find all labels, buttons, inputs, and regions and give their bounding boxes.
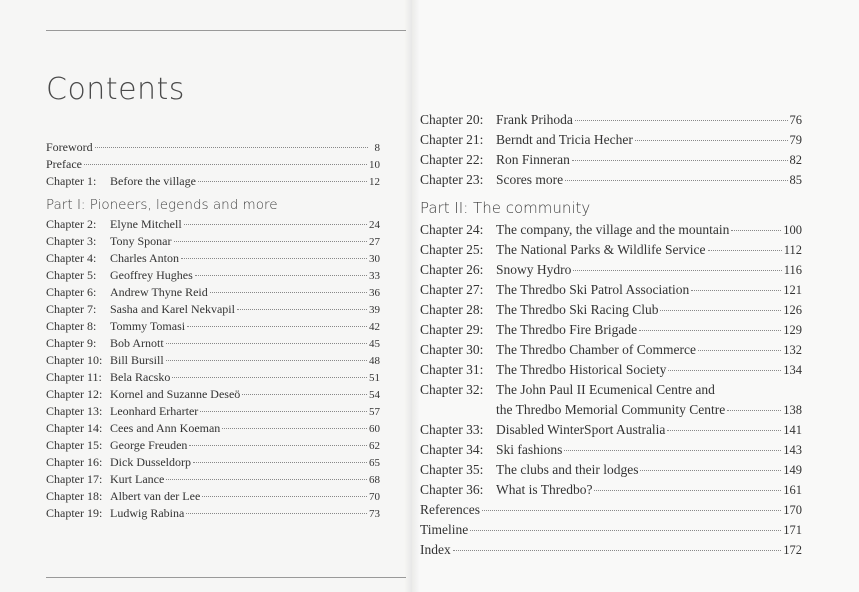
dot-leader: [187, 326, 367, 327]
dot-leader: [564, 450, 781, 451]
chapter-number: Chapter 12:: [46, 387, 103, 401]
chapter-number: Chapter 35:: [420, 462, 484, 477]
entry-page: 45: [369, 338, 380, 350]
dot-leader: [195, 275, 367, 276]
toc-entry: [46, 386, 380, 403]
chapter-number: Chapter 33:: [420, 422, 484, 437]
chapter-number: Chapter 7:: [46, 302, 97, 316]
chapter-number: Chapter 28:: [420, 302, 484, 317]
entry-page: 85: [789, 173, 802, 187]
toc-entry: [420, 320, 802, 340]
entry-page: 8: [374, 142, 380, 154]
entry-label: The Thredbo Chamber of Commerce: [496, 342, 696, 357]
entry-label: What is Thredbo?: [496, 482, 593, 497]
toc-entry: [46, 267, 380, 284]
toc-entry: [420, 260, 802, 280]
entry-page: 79: [789, 133, 802, 147]
chapter-number: Chapter 36:: [420, 482, 484, 497]
dot-leader: [181, 258, 367, 259]
entry-page: 132: [783, 343, 802, 357]
dot-leader: [565, 180, 787, 181]
entry-page: 60: [369, 423, 380, 435]
entry-page: 62: [369, 440, 380, 452]
toc-entry: [46, 505, 380, 522]
chapter-number: Chapter 16:: [46, 455, 103, 469]
chapter-number: Chapter 32:: [420, 382, 484, 397]
entry-label: Frank Prihoda: [496, 112, 573, 127]
toc-entry: [420, 360, 802, 380]
dot-leader: [172, 377, 367, 378]
entry-page: 27: [369, 236, 380, 248]
dot-leader: [184, 224, 367, 225]
toc-entry: [420, 170, 802, 190]
entry-page: 141: [783, 423, 802, 437]
toc-entry: [46, 488, 380, 505]
dot-leader: [166, 479, 367, 480]
entry-label: Ski fashions: [496, 442, 563, 457]
toc-entry: [420, 460, 802, 480]
entry-label: Elyne Mitchell: [110, 217, 182, 231]
dot-leader: [727, 410, 781, 411]
entry-label: Dick Dusseldorp: [110, 455, 191, 469]
dot-leader: [202, 496, 367, 497]
dot-leader: [222, 428, 367, 429]
entry-label: George Freuden: [110, 438, 188, 452]
toc-entry: [46, 420, 380, 437]
entry-label: Kornel and Suzanne Deseö: [110, 387, 241, 401]
dot-leader: [84, 164, 367, 165]
entry-label: Bill Bursill: [110, 353, 164, 367]
dot-leader: [166, 343, 367, 344]
dot-leader: [639, 330, 781, 331]
toc-entry-chapter-32: [420, 380, 802, 420]
chapter-number: Chapter 22:: [420, 152, 484, 167]
entry-label: Kurt Lance: [110, 472, 165, 486]
entry-label: Albert van der Lee: [110, 489, 201, 503]
entry-label: Andrew Thyne Reid: [110, 285, 208, 299]
bottom-rule: [46, 577, 406, 578]
chapter-number: Chapter 31:: [420, 362, 484, 377]
dot-leader: [210, 292, 367, 293]
toc-entry-timeline: [420, 520, 802, 540]
chapter-number: Chapter 5:: [46, 268, 97, 282]
chapter-number: Chapter 15:: [46, 438, 103, 452]
dot-leader: [193, 462, 367, 463]
entry-page: 48: [369, 355, 380, 367]
dot-leader: [200, 411, 367, 412]
chapter-number: Chapter 26:: [420, 262, 484, 277]
entry-page: 70: [369, 491, 380, 503]
dot-leader: [668, 370, 781, 371]
chapter-number: Chapter 6:: [46, 285, 97, 299]
entry-label: The National Parks & Wildlife Service: [496, 242, 706, 257]
toc-entry: [420, 340, 802, 360]
chapter-number: Chapter 20:: [420, 112, 484, 127]
entry-label: Ludwig Rabina: [110, 506, 185, 520]
toc-entry: [420, 240, 802, 260]
chapter-number: Chapter 14:: [46, 421, 103, 435]
chapter-number: Chapter 13:: [46, 404, 103, 418]
chapter-number: Chapter 24:: [420, 222, 484, 237]
entry-page: 116: [783, 263, 802, 277]
entry-page: 57: [369, 406, 380, 418]
entry-label: The clubs and their lodges: [496, 462, 639, 477]
dot-leader: [667, 430, 781, 431]
dot-leader: [698, 350, 781, 351]
dot-leader: [635, 140, 788, 141]
entry-page: 36: [369, 287, 380, 299]
entry-label: Bob Arnott: [110, 336, 164, 350]
chapter-number: Chapter 25:: [420, 242, 484, 257]
dot-leader: [242, 394, 367, 395]
dot-leader: [731, 230, 781, 231]
toc-entry-foreword: [46, 139, 380, 156]
chapter-number: Chapter 29:: [420, 322, 484, 337]
entry-label: Disabled WinterSport Australia: [496, 422, 666, 437]
dot-leader: [174, 241, 368, 242]
toc-entry: [420, 420, 802, 440]
dot-leader: [573, 270, 781, 271]
entry-label: Timeline: [420, 522, 469, 537]
dot-leader: [453, 550, 782, 551]
dot-leader: [708, 250, 782, 251]
entry-page: 24: [369, 219, 380, 231]
toc-entry: [46, 454, 380, 471]
entry-label: The John Paul II Ecumenical Centre and: [496, 382, 715, 397]
chapter-number: Chapter 21:: [420, 132, 484, 147]
toc-entry-chapter-1: [46, 173, 380, 190]
chapter-number: Chapter 2:: [46, 217, 97, 231]
entry-page: 129: [783, 323, 802, 337]
dot-leader: [575, 120, 788, 121]
chapter-number: Chapter 34:: [420, 442, 484, 457]
toc-entry: [46, 403, 380, 420]
toc-right-column: [420, 110, 802, 560]
entry-page: 171: [783, 523, 802, 537]
entry-page: 65: [369, 457, 380, 469]
toc-entry: [46, 437, 380, 454]
entry-label: Before the village: [110, 174, 196, 188]
entry-page: 172: [783, 543, 802, 557]
part-1-heading: Part I: Pioneers, legends and more: [46, 197, 278, 213]
dot-leader: [95, 147, 368, 148]
dot-leader: [572, 160, 788, 161]
entry-label: Ron Finneran: [496, 152, 570, 167]
entry-label: The Thredbo Historical Society: [496, 362, 667, 377]
dot-leader: [237, 309, 367, 310]
chapter-number: Chapter 3:: [46, 234, 97, 248]
toc-entry: [420, 300, 802, 320]
part-2-heading: Part II: The community: [420, 199, 591, 217]
chapter-number: Chapter 9:: [46, 336, 97, 350]
chapter-number: Chapter 1:: [46, 174, 97, 188]
toc-entry: [46, 301, 380, 318]
toc-entry-preface: [46, 156, 380, 173]
entry-page: 68: [369, 474, 380, 486]
entry-page: 121: [783, 283, 802, 297]
chapter-number: Chapter 4:: [46, 251, 97, 265]
entry-page: 149: [783, 463, 802, 477]
entry-page: 82: [789, 153, 802, 167]
top-rule: [46, 30, 406, 31]
toc-entry: [46, 471, 380, 488]
entry-label: Berndt and Tricia Hecher: [496, 132, 633, 147]
dot-leader: [594, 490, 781, 491]
entry-page: 30: [369, 253, 380, 265]
entry-label: Charles Anton: [110, 251, 179, 265]
entry-page: 12: [369, 176, 380, 188]
dot-leader: [640, 470, 781, 471]
entry-label: Tommy Tomasi: [110, 319, 186, 333]
entry-label: Index: [420, 542, 451, 557]
dot-leader: [166, 360, 367, 361]
toc-entry: [46, 369, 380, 386]
entry-label: Preface: [46, 157, 82, 171]
entry-label: Foreword: [46, 140, 93, 154]
entry-line-1: [420, 380, 802, 400]
dot-leader: [189, 445, 367, 446]
chapter-number: Chapter 17:: [46, 472, 103, 486]
entry-label: The Thredbo Ski Patrol Association: [496, 282, 690, 297]
toc-entry: [46, 284, 380, 301]
entry-label-continued: the Thredbo Memorial Community Centre: [496, 402, 726, 417]
toc-entry: [46, 335, 380, 352]
entry-label: The Thredbo Fire Brigade: [496, 322, 638, 337]
chapter-number: Chapter 8:: [46, 319, 97, 333]
entry-page: 100: [783, 223, 802, 237]
toc-entry: [46, 352, 380, 369]
entry-page: 112: [783, 243, 802, 257]
toc-left-column: [46, 139, 380, 522]
entry-label: The company, the village and the mountain: [496, 222, 730, 237]
entry-page: 143: [783, 443, 802, 457]
toc-entry: [46, 233, 380, 250]
book-gutter: [404, 0, 420, 592]
entry-page: 170: [783, 503, 802, 517]
chapter-number: Chapter 23:: [420, 172, 484, 187]
entry-page: 161: [783, 483, 802, 497]
toc-entry: [46, 318, 380, 335]
entry-page: 33: [369, 270, 380, 282]
entry-label: Cees and Ann Koeman: [110, 421, 221, 435]
page-title: Contents: [46, 72, 185, 107]
entry-page: 138: [783, 403, 802, 417]
chapter-number: Chapter 30:: [420, 342, 484, 357]
entry-label: Bela Racsko: [110, 370, 171, 384]
chapter-number: Chapter 10:: [46, 353, 103, 367]
left-page: [0, 0, 412, 592]
entry-page: 126: [783, 303, 802, 317]
chapter-number: Chapter 18:: [46, 489, 103, 503]
dot-leader: [198, 181, 367, 182]
chapter-number: Chapter 11:: [46, 370, 102, 384]
toc-entry-references: [420, 500, 802, 520]
entry-label: Geoffrey Hughes: [110, 268, 193, 282]
toc-entry: [420, 130, 802, 150]
entry-label: Sasha and Karel Nekvapil: [110, 302, 235, 316]
entry-label: Tony Sponar: [110, 234, 172, 248]
dot-leader: [186, 513, 367, 514]
dot-leader: [691, 290, 781, 291]
toc-entry: [46, 250, 380, 267]
entry-page: 42: [369, 321, 380, 333]
dot-leader: [470, 530, 781, 531]
toc-entry: [420, 440, 802, 460]
toc-entry: [420, 110, 802, 130]
chapter-number: Chapter 19:: [46, 506, 103, 520]
entry-page: 54: [369, 389, 380, 401]
toc-entry: [420, 220, 802, 240]
toc-entry-index: [420, 540, 802, 560]
toc-entry: [420, 480, 802, 500]
entry-label: References: [420, 502, 480, 517]
toc-entry: [46, 216, 380, 233]
toc-entry: [420, 150, 802, 170]
entry-page: 134: [783, 363, 802, 377]
entry-line-2: [420, 400, 802, 420]
entry-page: 76: [789, 113, 802, 127]
entry-label: Snowy Hydro: [496, 262, 572, 277]
dot-leader: [482, 510, 781, 511]
entry-page: 10: [369, 159, 380, 171]
entry-label: Scores more: [496, 172, 564, 187]
entry-label: The Thredbo Ski Racing Club: [496, 302, 659, 317]
entry-label: Leonhard Erharter: [110, 404, 199, 418]
dot-leader: [660, 310, 781, 311]
entry-page: 73: [369, 508, 380, 520]
chapter-number: Chapter 27:: [420, 282, 484, 297]
entry-page: 51: [369, 372, 380, 384]
entry-page: 39: [369, 304, 380, 316]
toc-entry: [420, 280, 802, 300]
